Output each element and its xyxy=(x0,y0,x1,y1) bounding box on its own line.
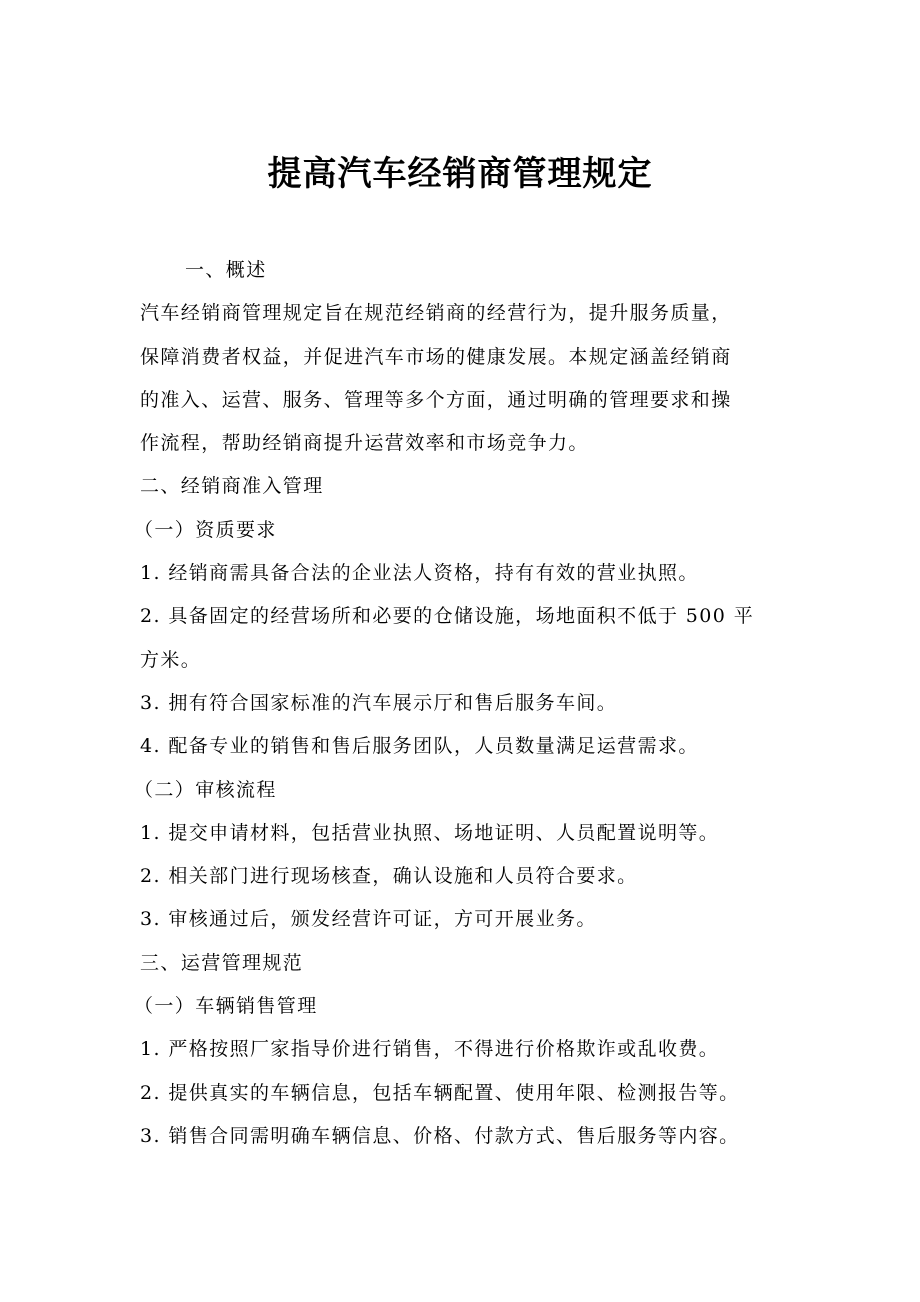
paragraph-line: 汽车经销商管理规定旨在规范经销商的经营行为，提升服务质量， xyxy=(140,302,732,325)
subsection-heading-review: （二）审核流程 xyxy=(134,778,277,801)
document-body xyxy=(134,249,782,1158)
paragraph-line: 作流程，帮助经销商提升运营效率和市场竞争力。 xyxy=(140,432,589,455)
section-heading-admission: 二、经销商准入管理 xyxy=(140,475,324,498)
list-item: 2. 具备固定的经营场所和必要的仓储设施，场地面积不低于 500 平 xyxy=(140,605,755,628)
document-title: 提高汽车经销商管理规定 xyxy=(267,154,653,194)
list-item-continuation: 方米。 xyxy=(140,648,202,671)
list-item: 2. 提供真实的车辆信息，包括车辆配置、使用年限、检测报告等。 xyxy=(140,1081,740,1104)
section-heading-overview: 一、概述 xyxy=(185,259,267,281)
list-item: 4. 配备专业的销售和售后服务团队，人员数量满足运营需求。 xyxy=(140,735,699,758)
section-heading-operations: 三、运营管理规范 xyxy=(140,951,304,974)
list-item: 3. 审核通过后，颁发经营许可证，方可开展业务。 xyxy=(140,908,597,931)
paragraph-line: 保障消费者权益，并促进汽车市场的健康发展。本规定涵盖经销商 xyxy=(140,345,732,368)
list-item: 3. 拥有符合国家标准的汽车展示厅和售后服务车间。 xyxy=(140,691,618,714)
list-item: 1. 提交申请材料，包括营业执照、场地证明、人员配置说明等。 xyxy=(140,821,720,844)
list-item: 1. 经销商需具备合法的企业法人资格，持有有效的营业执照。 xyxy=(140,562,699,585)
paragraph-line: 的准入、运营、服务、管理等多个方面，通过明确的管理要求和操 xyxy=(140,388,732,411)
subsection-heading-sales: （一）车辆销售管理 xyxy=(134,995,318,1018)
list-item: 2. 相关部门进行现场核查，确认设施和人员符合要求。 xyxy=(140,865,638,888)
list-item: 1. 严格按照厂家指导价进行销售，不得进行价格欺诈或乱收费。 xyxy=(140,1038,720,1061)
list-item: 3. 销售合同需明确车辆信息、价格、付款方式、售后服务等内容。 xyxy=(140,1124,740,1147)
subsection-heading-qualification: （一）资质要求 xyxy=(134,518,277,541)
